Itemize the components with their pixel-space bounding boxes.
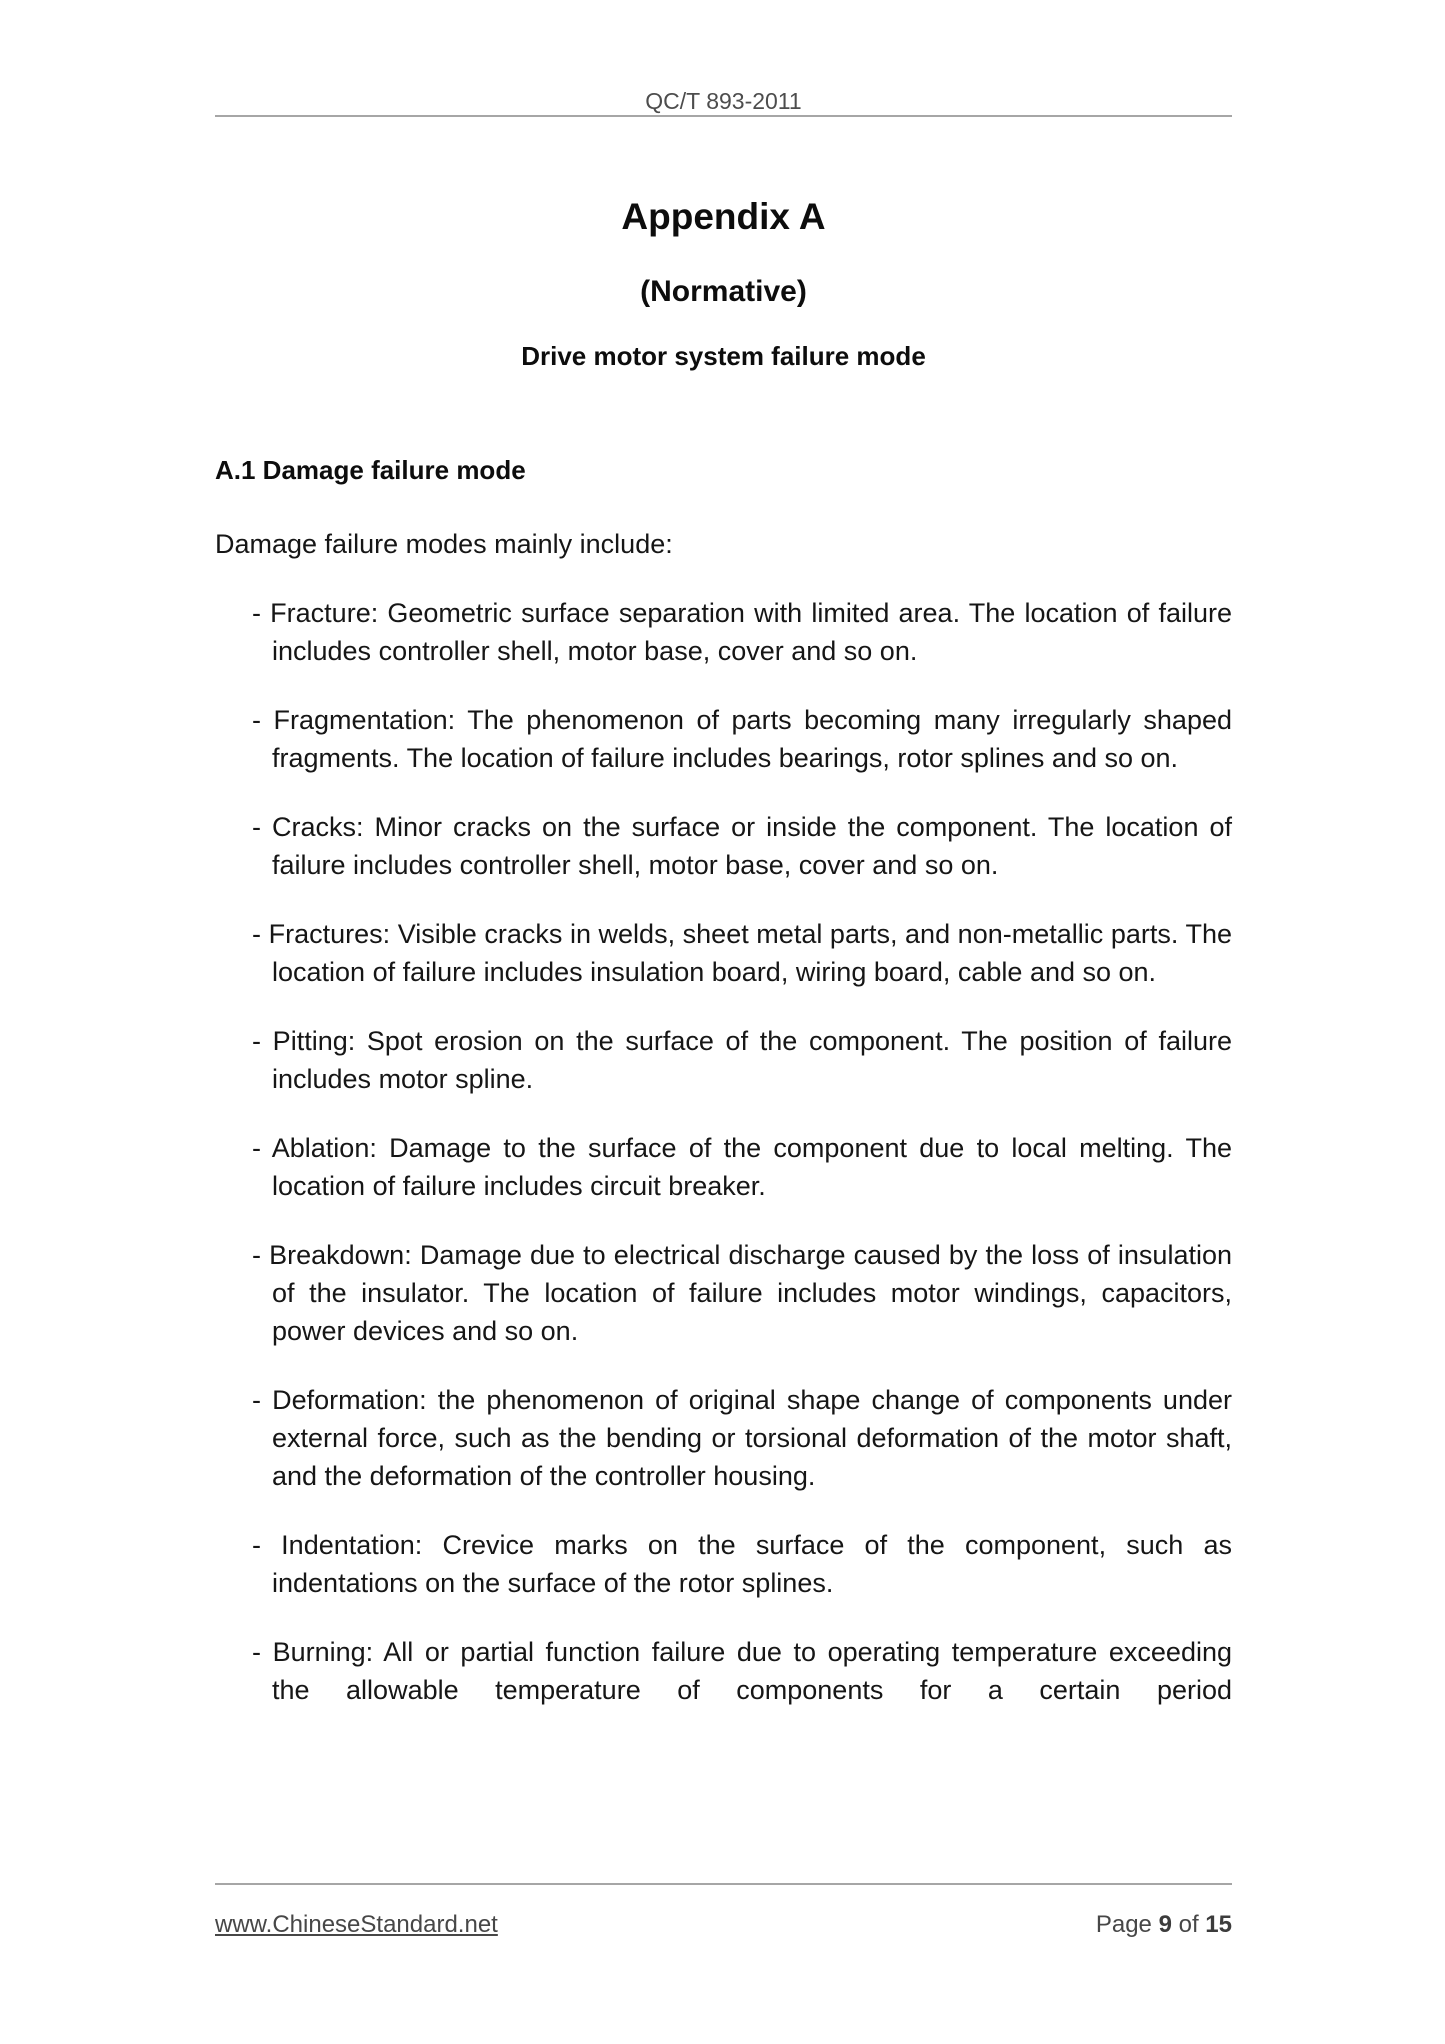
header-divider — [215, 115, 1232, 117]
appendix-title: Appendix A — [621, 196, 826, 237]
normative-label: (Normative) — [640, 275, 807, 308]
of-label: of — [1178, 1911, 1199, 1938]
failure-mode-bullet-pitting: - Pitting: Spot erosion on the surface of the component. The position of failure includes motor spline. — [252, 1026, 1232, 1094]
failure-mode-bullet-fracture: - Fracture: Geometric surface separation with limited area. The location of failure includes controller shell, motor base, cover and so on. — [252, 598, 1232, 666]
website-link[interactable]: www.ChineseStandard.net — [215, 1911, 498, 1938]
document-footer — [215, 1883, 1232, 1939]
appendix-subject-title: Drive motor system failure mode — [521, 341, 926, 371]
document-content — [215, 0, 1232, 1709]
failure-mode-bullet-indentation: - Indentation: Crevice marks on the surface of the component, such as indentations on the surface of the rotor splines. — [252, 1530, 1232, 1598]
section-heading: A.1 Damage failure mode — [215, 455, 526, 485]
failure-mode-bullet-deformation: - Deformation: the phenomenon of original shape change of components under external force, such as the bending or torsional deformation of the motor shaft, and the deformation of the controller housing. — [252, 1385, 1232, 1491]
failure-mode-bullet-ablation: - Ablation: Damage to the surface of the component due to local melting. The location of failure includes circuit breaker. — [252, 1133, 1232, 1201]
page-label: Page — [1095, 1911, 1152, 1938]
page-total: 15 — [1205, 1911, 1232, 1938]
failure-mode-bullet-fractures: - Fractures: Visible cracks in welds, sheet metal parts, and non-metallic parts. The location of failure includes insulation board, wiring board, cable and so on. — [252, 919, 1232, 987]
page-number: 9 — [1158, 1911, 1172, 1938]
failure-mode-bullet-fragmentation: - Fragmentation: The phenomenon of parts becoming many irregularly shaped fragments. The location of failure includes bearings, rotor splines and so on. — [252, 705, 1232, 773]
page-indicator — [1096, 1911, 1232, 1939]
failure-mode-bullet-breakdown: - Breakdown: Damage due to electrical discharge caused by the loss of insulation of the insulator. The location of failure includes motor windings, capacitors, power devices and so on. — [252, 1240, 1232, 1346]
footer-row — [215, 1911, 1232, 1939]
section-intro: Damage failure modes mainly include: — [215, 529, 673, 559]
footer-divider — [215, 1883, 1232, 1885]
failure-mode-bullet-cracks: - Cracks: Minor cracks on the surface or inside the component. The location of failure includes controller shell, motor base, cover and so on. — [252, 812, 1232, 880]
doc-number-header: QC/T 893-2011 — [645, 88, 802, 114]
failure-mode-bullet-burning: - Burning: All or partial function failure due to operating temperature exceeding the allowable temperature of components for a certain period — [252, 1637, 1232, 1705]
